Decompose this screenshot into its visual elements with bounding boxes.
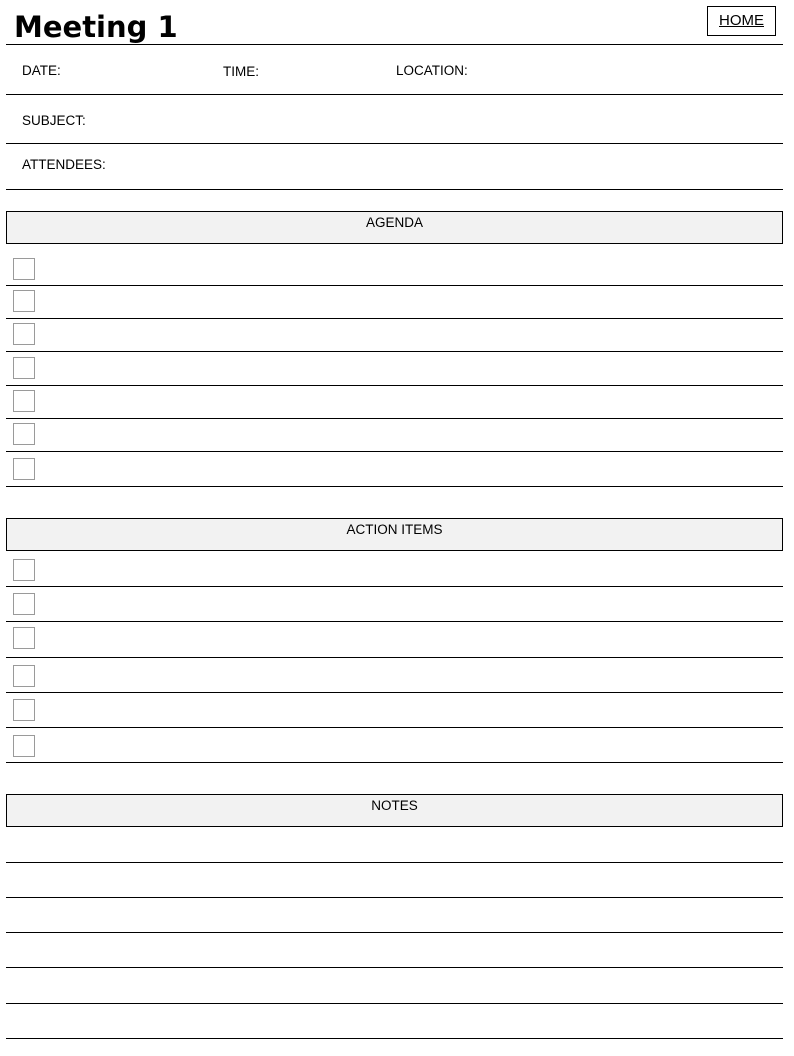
notes-line xyxy=(6,862,783,863)
agenda-item[interactable] xyxy=(6,419,783,452)
agenda-header: AGENDA xyxy=(6,211,783,244)
agenda-checkbox[interactable] xyxy=(13,458,35,480)
agenda-item[interactable] xyxy=(6,252,783,286)
action-item-checkbox[interactable] xyxy=(13,699,35,721)
action-item[interactable] xyxy=(6,552,783,587)
action-items-header: ACTION ITEMS xyxy=(6,518,783,551)
location-label: LOCATION: xyxy=(396,63,468,78)
agenda-item[interactable] xyxy=(6,452,783,487)
action-item-checkbox[interactable] xyxy=(13,665,35,687)
attendees-row-divider xyxy=(6,189,783,190)
page-title: Meeting 1 xyxy=(14,10,178,44)
attendees-label: ATTENDEES: xyxy=(22,157,106,172)
subject-label: SUBJECT: xyxy=(22,113,86,128)
agenda-checkbox[interactable] xyxy=(13,390,35,412)
action-item-checkbox[interactable] xyxy=(13,735,35,757)
agenda-checkbox[interactable] xyxy=(13,423,35,445)
subject-row-divider xyxy=(6,143,783,144)
home-link[interactable]: HOME xyxy=(707,6,776,36)
notes-line xyxy=(6,1038,783,1039)
agenda-item[interactable] xyxy=(6,352,783,386)
action-item-checkbox[interactable] xyxy=(13,593,35,615)
action-item[interactable] xyxy=(6,728,783,763)
action-item[interactable] xyxy=(6,658,783,693)
agenda-item[interactable] xyxy=(6,386,783,419)
date-row-divider xyxy=(6,94,783,95)
time-label: TIME: xyxy=(223,64,259,79)
agenda-checkbox[interactable] xyxy=(13,290,35,312)
notes-header: NOTES xyxy=(6,794,783,827)
notes-line xyxy=(6,897,783,898)
notes-line xyxy=(6,967,783,968)
agenda-checkbox[interactable] xyxy=(13,258,35,280)
action-item-checkbox[interactable] xyxy=(13,627,35,649)
notes-line xyxy=(6,1003,783,1004)
action-item[interactable] xyxy=(6,587,783,622)
notes-line xyxy=(6,932,783,933)
action-item[interactable] xyxy=(6,622,783,658)
agenda-checkbox[interactable] xyxy=(13,323,35,345)
date-label: DATE: xyxy=(22,63,61,78)
agenda-item[interactable] xyxy=(6,286,783,319)
title-divider xyxy=(6,44,783,45)
agenda-item[interactable] xyxy=(6,319,783,352)
action-item[interactable] xyxy=(6,693,783,728)
action-item-checkbox[interactable] xyxy=(13,559,35,581)
agenda-checkbox[interactable] xyxy=(13,357,35,379)
